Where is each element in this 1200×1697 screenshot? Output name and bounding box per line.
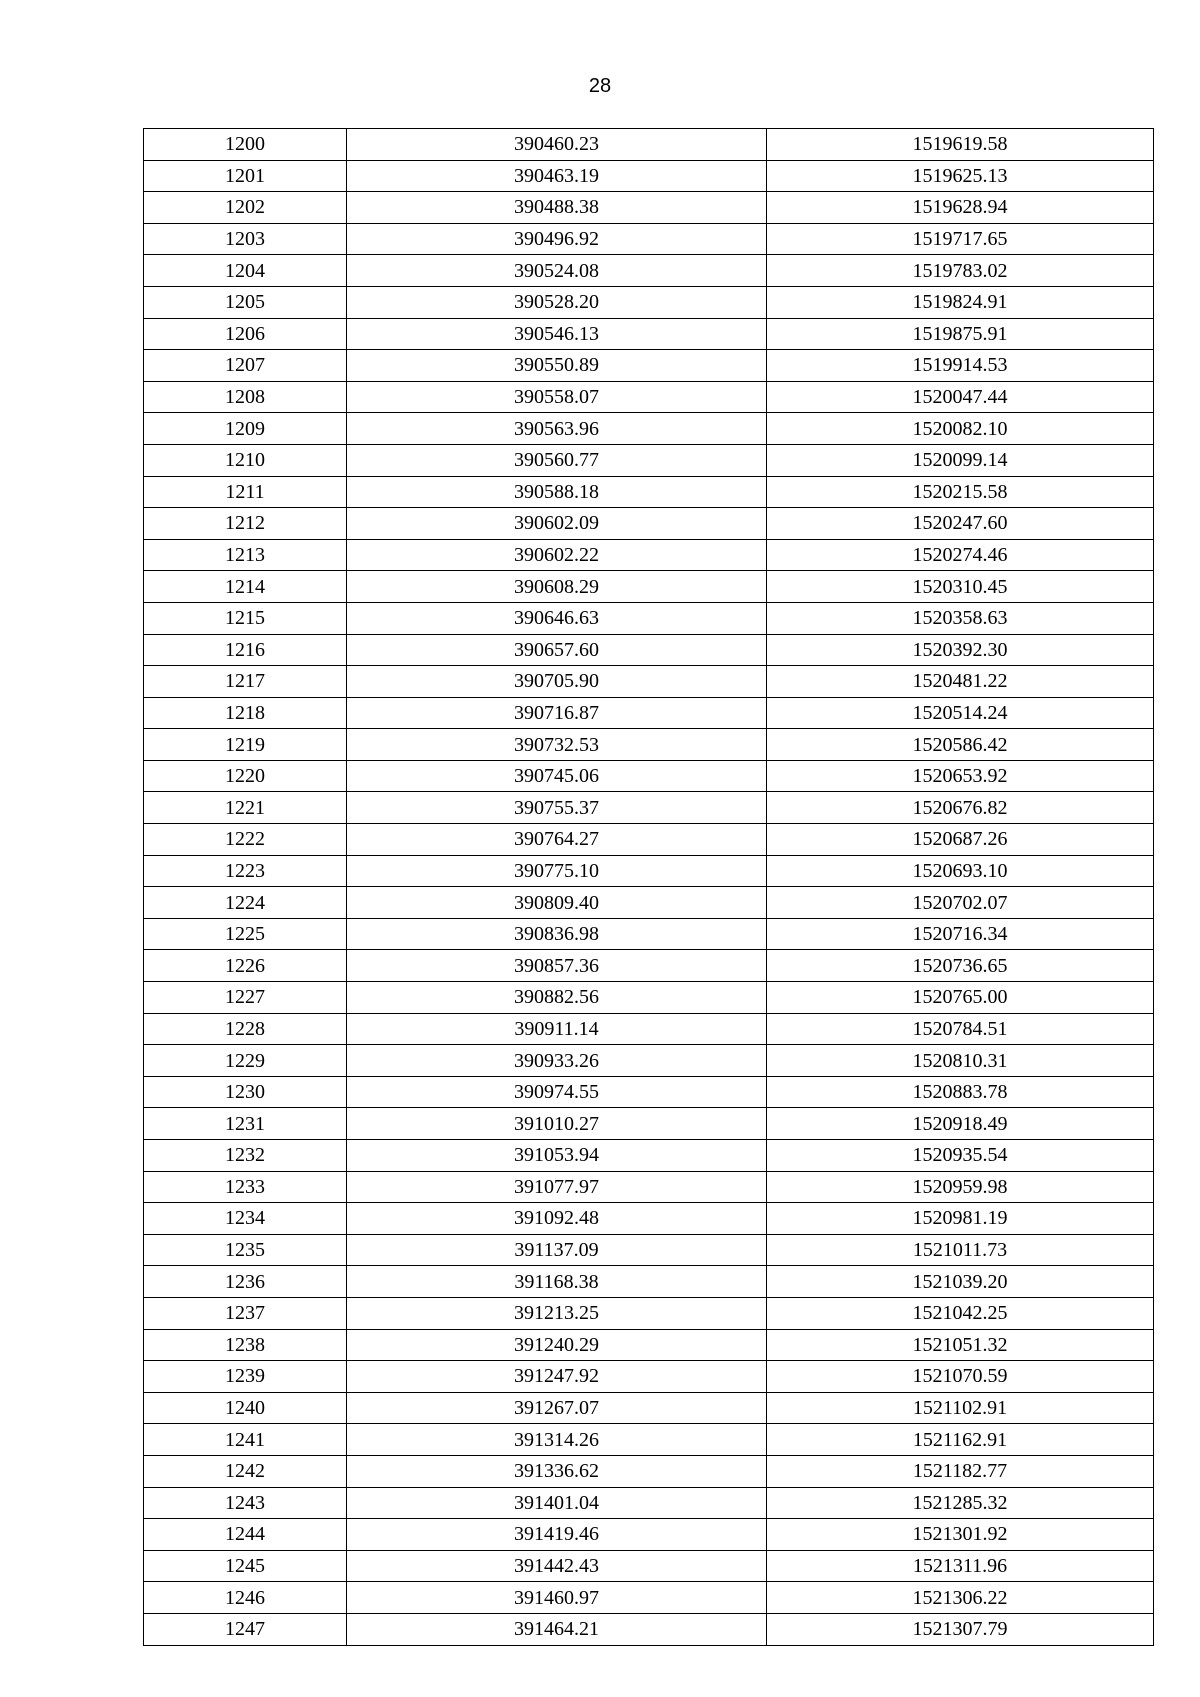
x-coordinate-cell: 390933.26 [347, 1045, 767, 1077]
table-row [144, 887, 1154, 919]
point-number-cell: 1213 [144, 539, 347, 571]
table-row [144, 1234, 1154, 1266]
x-coordinate-cell: 390764.27 [347, 824, 767, 856]
point-number-cell: 1215 [144, 602, 347, 634]
table-row [144, 918, 1154, 950]
y-coordinate-cell: 1521311.96 [767, 1550, 1154, 1582]
point-number-cell: 1235 [144, 1234, 347, 1266]
x-coordinate-cell: 390657.60 [347, 634, 767, 666]
table-row [144, 539, 1154, 571]
x-coordinate-cell: 390588.18 [347, 476, 767, 508]
table-row [144, 1550, 1154, 1582]
x-coordinate-cell: 390546.13 [347, 318, 767, 350]
table-row [144, 1108, 1154, 1140]
y-coordinate-cell: 1520586.42 [767, 729, 1154, 761]
x-coordinate-cell: 391168.38 [347, 1266, 767, 1298]
table-row [144, 1140, 1154, 1172]
point-number-cell: 1214 [144, 571, 347, 603]
point-number-cell: 1203 [144, 223, 347, 255]
point-number-cell: 1202 [144, 192, 347, 224]
x-coordinate-cell: 390911.14 [347, 1013, 767, 1045]
point-number-cell: 1210 [144, 444, 347, 476]
y-coordinate-cell: 1521301.92 [767, 1519, 1154, 1551]
table-row [144, 1519, 1154, 1551]
table-row [144, 223, 1154, 255]
y-coordinate-cell: 1520481.22 [767, 666, 1154, 698]
y-coordinate-cell: 1520810.31 [767, 1045, 1154, 1077]
table-row [144, 982, 1154, 1014]
x-coordinate-cell: 390775.10 [347, 855, 767, 887]
table-row [144, 508, 1154, 540]
x-coordinate-cell: 390974.55 [347, 1076, 767, 1108]
y-coordinate-cell: 1520716.34 [767, 918, 1154, 950]
y-coordinate-cell: 1520653.92 [767, 760, 1154, 792]
y-coordinate-cell: 1521051.32 [767, 1329, 1154, 1361]
table-row [144, 1266, 1154, 1298]
x-coordinate-cell: 391240.29 [347, 1329, 767, 1361]
table-row [144, 697, 1154, 729]
y-coordinate-cell: 1521011.73 [767, 1234, 1154, 1266]
y-coordinate-cell: 1520099.14 [767, 444, 1154, 476]
x-coordinate-cell: 390488.38 [347, 192, 767, 224]
x-coordinate-cell: 390732.53 [347, 729, 767, 761]
y-coordinate-cell: 1521039.20 [767, 1266, 1154, 1298]
table-row [144, 1455, 1154, 1487]
x-coordinate-cell: 391053.94 [347, 1140, 767, 1172]
table-row [144, 413, 1154, 445]
point-number-cell: 1216 [144, 634, 347, 666]
x-coordinate-cell: 391442.43 [347, 1550, 767, 1582]
point-number-cell: 1209 [144, 413, 347, 445]
point-number-cell: 1220 [144, 760, 347, 792]
point-number-cell: 1246 [144, 1582, 347, 1614]
x-coordinate-cell: 390716.87 [347, 697, 767, 729]
x-coordinate-cell: 390463.19 [347, 160, 767, 192]
point-number-cell: 1200 [144, 129, 347, 161]
y-coordinate-cell: 1520358.63 [767, 602, 1154, 634]
table-row [144, 729, 1154, 761]
point-number-cell: 1226 [144, 950, 347, 982]
point-number-cell: 1222 [144, 824, 347, 856]
table-row [144, 129, 1154, 161]
point-number-cell: 1229 [144, 1045, 347, 1077]
x-coordinate-cell: 390524.08 [347, 255, 767, 287]
point-number-cell: 1238 [144, 1329, 347, 1361]
x-coordinate-cell: 390602.09 [347, 508, 767, 540]
table-row [144, 1582, 1154, 1614]
point-number-cell: 1218 [144, 697, 347, 729]
point-number-cell: 1231 [144, 1108, 347, 1140]
point-number-cell: 1205 [144, 286, 347, 318]
table-row [144, 666, 1154, 698]
x-coordinate-cell: 391213.25 [347, 1297, 767, 1329]
point-number-cell: 1228 [144, 1013, 347, 1045]
table-row [144, 476, 1154, 508]
x-coordinate-cell: 390460.23 [347, 129, 767, 161]
y-coordinate-cell: 1521042.25 [767, 1297, 1154, 1329]
point-number-cell: 1243 [144, 1487, 347, 1519]
point-number-cell: 1245 [144, 1550, 347, 1582]
y-coordinate-cell: 1520981.19 [767, 1203, 1154, 1235]
table-row [144, 192, 1154, 224]
table-row [144, 350, 1154, 382]
table-row [144, 950, 1154, 982]
point-number-cell: 1221 [144, 792, 347, 824]
table-row [144, 1487, 1154, 1519]
y-coordinate-cell: 1520765.00 [767, 982, 1154, 1014]
y-coordinate-cell: 1520784.51 [767, 1013, 1154, 1045]
point-number-cell: 1227 [144, 982, 347, 1014]
table-row [144, 824, 1154, 856]
y-coordinate-cell: 1520736.65 [767, 950, 1154, 982]
table-row [144, 160, 1154, 192]
y-coordinate-cell: 1521182.77 [767, 1455, 1154, 1487]
point-number-cell: 1225 [144, 918, 347, 950]
x-coordinate-cell: 390558.07 [347, 381, 767, 413]
y-coordinate-cell: 1520082.10 [767, 413, 1154, 445]
table-row [144, 1203, 1154, 1235]
y-coordinate-cell: 1520310.45 [767, 571, 1154, 603]
x-coordinate-cell: 391010.27 [347, 1108, 767, 1140]
x-coordinate-cell: 391077.97 [347, 1171, 767, 1203]
y-coordinate-cell: 1521307.79 [767, 1613, 1154, 1645]
y-coordinate-cell: 1519824.91 [767, 286, 1154, 318]
y-coordinate-cell: 1520676.82 [767, 792, 1154, 824]
page-number: 28 [588, 75, 612, 97]
y-coordinate-cell: 1519628.94 [767, 192, 1154, 224]
table-row [144, 760, 1154, 792]
y-coordinate-cell: 1521102.91 [767, 1392, 1154, 1424]
x-coordinate-cell: 391247.92 [347, 1361, 767, 1393]
y-coordinate-cell: 1520918.49 [767, 1108, 1154, 1140]
y-coordinate-cell: 1521306.22 [767, 1582, 1154, 1614]
x-coordinate-cell: 390755.37 [347, 792, 767, 824]
table-row [144, 792, 1154, 824]
table-row [144, 1297, 1154, 1329]
x-coordinate-cell: 390882.56 [347, 982, 767, 1014]
table-row [144, 318, 1154, 350]
point-number-cell: 1212 [144, 508, 347, 540]
y-coordinate-cell: 1519619.58 [767, 129, 1154, 161]
table-row [144, 634, 1154, 666]
table-row [144, 1013, 1154, 1045]
table-row [144, 602, 1154, 634]
y-coordinate-cell: 1520935.54 [767, 1140, 1154, 1172]
point-number-cell: 1217 [144, 666, 347, 698]
table-row [144, 1392, 1154, 1424]
x-coordinate-cell: 390646.63 [347, 602, 767, 634]
point-number-cell: 1236 [144, 1266, 347, 1298]
x-coordinate-cell: 391137.09 [347, 1234, 767, 1266]
y-coordinate-cell: 1520687.26 [767, 824, 1154, 856]
point-number-cell: 1201 [144, 160, 347, 192]
y-coordinate-cell: 1520392.30 [767, 634, 1154, 666]
y-coordinate-cell: 1521285.32 [767, 1487, 1154, 1519]
x-coordinate-cell: 390809.40 [347, 887, 767, 919]
point-number-cell: 1239 [144, 1361, 347, 1393]
point-number-cell: 1240 [144, 1392, 347, 1424]
x-coordinate-cell: 390550.89 [347, 350, 767, 382]
x-coordinate-cell: 390563.96 [347, 413, 767, 445]
x-coordinate-cell: 390745.06 [347, 760, 767, 792]
point-number-cell: 1234 [144, 1203, 347, 1235]
x-coordinate-cell: 391460.97 [347, 1582, 767, 1614]
y-coordinate-cell: 1520247.60 [767, 508, 1154, 540]
x-coordinate-cell: 391267.07 [347, 1392, 767, 1424]
point-number-cell: 1211 [144, 476, 347, 508]
y-coordinate-cell: 1520514.24 [767, 697, 1154, 729]
y-coordinate-cell: 1520274.46 [767, 539, 1154, 571]
y-coordinate-cell: 1521162.91 [767, 1424, 1154, 1456]
y-coordinate-cell: 1519625.13 [767, 160, 1154, 192]
table-row [144, 286, 1154, 318]
y-coordinate-cell: 1521070.59 [767, 1361, 1154, 1393]
x-coordinate-cell: 390560.77 [347, 444, 767, 476]
point-number-cell: 1219 [144, 729, 347, 761]
table-row [144, 1076, 1154, 1108]
table-row [144, 1361, 1154, 1393]
table-row [144, 1424, 1154, 1456]
point-number-cell: 1233 [144, 1171, 347, 1203]
table-row [144, 255, 1154, 287]
point-number-cell: 1241 [144, 1424, 347, 1456]
point-number-cell: 1206 [144, 318, 347, 350]
y-coordinate-cell: 1520702.07 [767, 887, 1154, 919]
x-coordinate-cell: 391419.46 [347, 1519, 767, 1551]
x-coordinate-cell: 391401.04 [347, 1487, 767, 1519]
table-row [144, 381, 1154, 413]
table-row [144, 571, 1154, 603]
x-coordinate-cell: 391336.62 [347, 1455, 767, 1487]
y-coordinate-cell: 1519914.53 [767, 350, 1154, 382]
point-number-cell: 1247 [144, 1613, 347, 1645]
y-coordinate-cell: 1519783.02 [767, 255, 1154, 287]
table-row [144, 1329, 1154, 1361]
table-row [144, 1171, 1154, 1203]
point-number-cell: 1208 [144, 381, 347, 413]
table-row [144, 444, 1154, 476]
y-coordinate-cell: 1520693.10 [767, 855, 1154, 887]
y-coordinate-cell: 1520883.78 [767, 1076, 1154, 1108]
y-coordinate-cell: 1519875.91 [767, 318, 1154, 350]
point-number-cell: 1204 [144, 255, 347, 287]
point-number-cell: 1244 [144, 1519, 347, 1551]
x-coordinate-cell: 390602.22 [347, 539, 767, 571]
x-coordinate-cell: 390528.20 [347, 286, 767, 318]
point-number-cell: 1237 [144, 1297, 347, 1329]
x-coordinate-cell: 390857.36 [347, 950, 767, 982]
point-number-cell: 1230 [144, 1076, 347, 1108]
x-coordinate-cell: 390608.29 [347, 571, 767, 603]
coordinates-table [143, 128, 1154, 1646]
y-coordinate-cell: 1520215.58 [767, 476, 1154, 508]
x-coordinate-cell: 391464.21 [347, 1613, 767, 1645]
table-row [144, 1613, 1154, 1645]
x-coordinate-cell: 391092.48 [347, 1203, 767, 1235]
point-number-cell: 1223 [144, 855, 347, 887]
y-coordinate-cell: 1520959.98 [767, 1171, 1154, 1203]
x-coordinate-cell: 391314.26 [347, 1424, 767, 1456]
x-coordinate-cell: 390705.90 [347, 666, 767, 698]
point-number-cell: 1242 [144, 1455, 347, 1487]
x-coordinate-cell: 390836.98 [347, 918, 767, 950]
x-coordinate-cell: 390496.92 [347, 223, 767, 255]
point-number-cell: 1207 [144, 350, 347, 382]
y-coordinate-cell: 1519717.65 [767, 223, 1154, 255]
table-row [144, 855, 1154, 887]
coordinates-table-body [144, 129, 1154, 1646]
table-row [144, 1045, 1154, 1077]
y-coordinate-cell: 1520047.44 [767, 381, 1154, 413]
point-number-cell: 1232 [144, 1140, 347, 1172]
point-number-cell: 1224 [144, 887, 347, 919]
